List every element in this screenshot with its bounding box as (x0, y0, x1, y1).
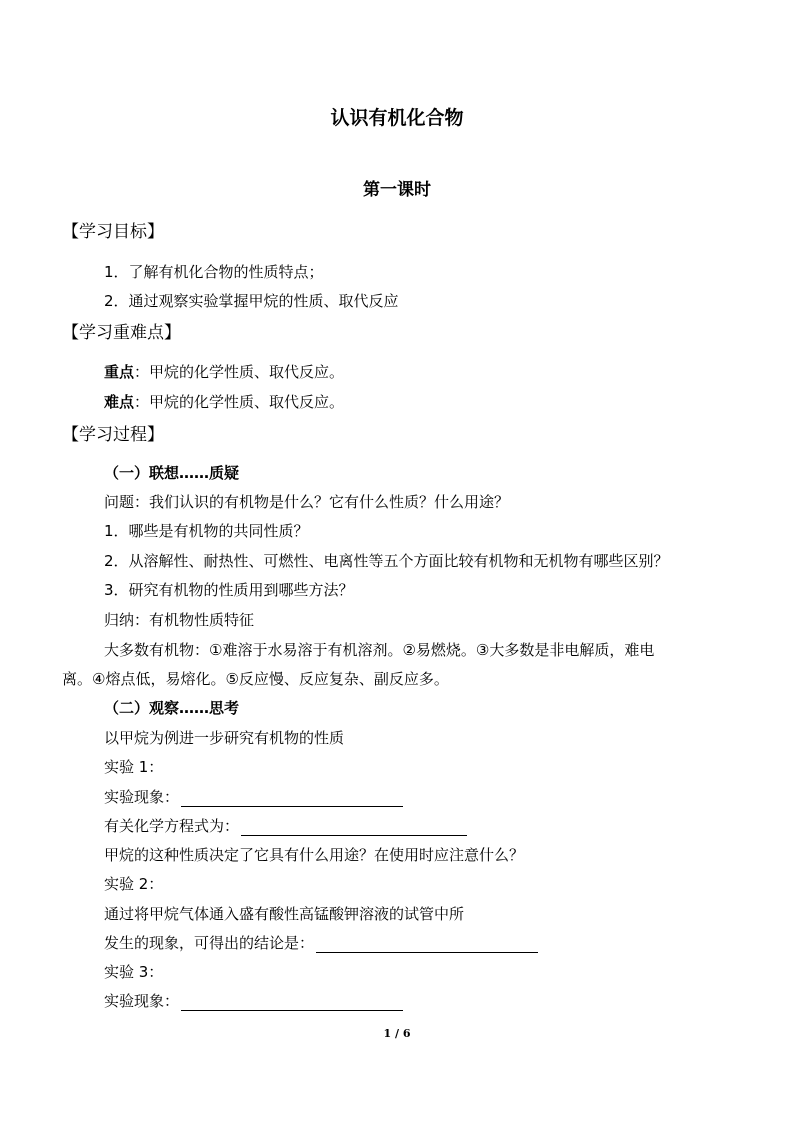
experiment-1-phenomenon-label: 实验现象： (104, 788, 180, 806)
experiment-1-equation-label: 有关化学方程式为： (104, 817, 240, 835)
experiment-1-question: 甲烷的这种性质决定了它具有什么用途？在使用时应注意什么？ (104, 846, 525, 864)
difficulty-label: 难点 (104, 393, 135, 411)
part1-q2: 2．从溶解性、耐热性、可燃性、电离性等五个方面比较有机物和无机物有哪些区别？ (104, 552, 669, 570)
document-subtitle: 第一课时 (363, 180, 431, 200)
focus-line (104, 362, 344, 382)
difficulty-line (104, 392, 344, 412)
part1-summary-line2: 离。④熔点低，易熔化。⑤反应慢、反应复杂、副反应多。 (62, 670, 449, 688)
answer-blank[interactable] (241, 819, 467, 836)
experiment-3-phenomenon-label: 实验现象： (104, 992, 180, 1010)
experiment-3-label: 实验 3： (104, 963, 164, 981)
objective-item-2: 2．通过观察实验掌握甲烷的性质、取代反应 (104, 292, 399, 310)
focus-text: ：甲烷的化学性质、取代反应。 (134, 363, 345, 381)
document-title: 认识有机化合物 (330, 107, 464, 129)
part2-intro: 以甲烷为例进一步研究有机物的性质 (104, 729, 345, 747)
answer-blank[interactable] (316, 936, 538, 953)
experiment-1-label: 实验 1： (104, 758, 164, 776)
experiment-2-label: 实验 2： (104, 875, 164, 893)
difficulty-text: ：甲烷的化学性质、取代反应。 (134, 393, 345, 411)
part1-summary-line1: 大多数有机物：①难溶于水易溶于有机溶剂。②易燃烧。③大多数是非电解质，难电 (104, 641, 655, 659)
experiment-2-conclusion (104, 933, 538, 953)
objective-item-1: 1．了解有机化合物的性质特点； (104, 263, 324, 281)
objectives-heading: 【学习目标】 (62, 222, 164, 242)
focus-label: 重点 (104, 363, 135, 381)
experiment-2-text-2: 发生的现象，可得出的结论是： (104, 934, 315, 952)
experiment-1-equation (104, 816, 467, 836)
process-heading: 【学习过程】 (62, 425, 164, 445)
answer-blank[interactable] (181, 994, 403, 1011)
part1-heading: （一）联想……质疑 (104, 464, 240, 482)
experiment-1-phenomenon (104, 787, 403, 807)
part1-q1: 1．哪些是有机物的共同性质？ (104, 522, 309, 540)
answer-blank[interactable] (181, 790, 403, 807)
part1-summary: 归纳：有机物性质特征 (104, 611, 255, 629)
part1-question: 问题：我们认识的有机物是什么？它有什么性质？什么用途？ (104, 493, 510, 511)
part1-q3: 3．研究有机物的性质用到哪些方法？ (104, 581, 354, 599)
part2-heading: （二）观察……思考 (104, 699, 240, 717)
page-number: 1 / 6 (383, 1027, 411, 1040)
experiment-3-phenomenon (104, 991, 403, 1011)
key-points-heading: 【学习重难点】 (62, 323, 181, 343)
experiment-2-text-1: 通过将甲烷气体通入盛有酸性高锰酸钾溶液的试管中所 (104, 905, 465, 923)
